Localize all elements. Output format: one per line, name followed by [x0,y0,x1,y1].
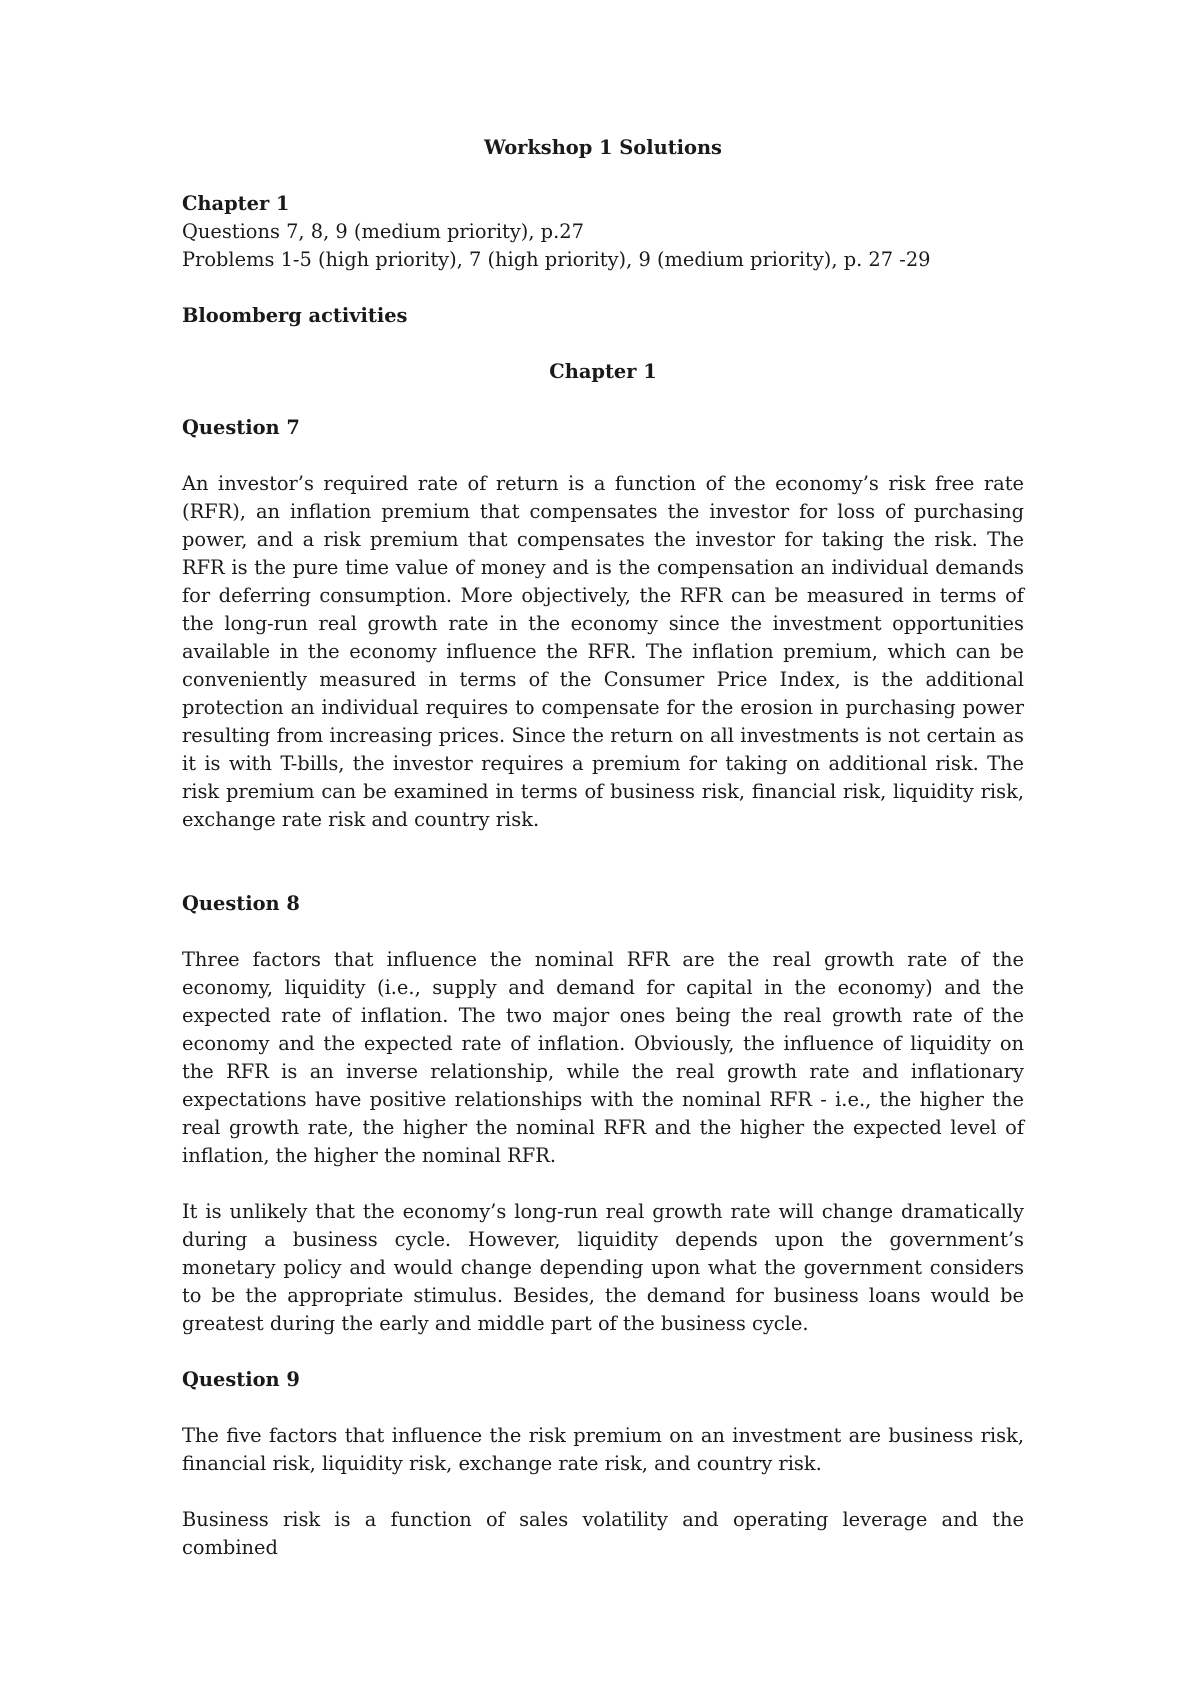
spacer [182,386,1024,414]
question-7-paragraph: An investor’s required rate of return is a function of the economy’s risk free rate (RFR), an inflation premium that compensates the investor for loss of purchasing power, and a risk premium that compensates the investor for taking the risk. The RFR is the pure time value of money and is the compensation an individual demands for deferring consumption. More objectively, the RFR can be measured in terms of the long-run real growth rate in the economy since the investment opportunities available in the economy influence the RFR. The inflation premium, which can be conveniently measured in terms of the Consumer Price Index, is the additional protection an individual requires to compensate for the erosion in purchasing power resulting from increasing prices. Since the return on all investments is not certain as it is with T-bills, the investor requires a premium for taking on additional risk. The risk premium can be examined in terms of business risk, financial risk, liquidity risk, exchange rate risk and country risk. [182,472,1024,831]
spacer [182,1338,1024,1366]
questions-line: Questions 7, 8, 9 (medium priority), p.27 [182,220,584,243]
question-9-paragraph-2: Business risk is a function of sales volatility and operating leverage and the combined [182,1508,1024,1559]
spacer [182,274,1024,302]
intro-chapter-heading: Chapter 1 [182,192,290,215]
question-8-heading: Question 8 [182,892,300,915]
document-page [182,134,1024,1562]
spacer [182,442,1024,470]
question-8-paragraph-1: Three factors that influence the nominal RFR are the real growth rate of the economy, liquidity (i.e., supply and demand for capital in the economy) and the expected rate of inflation. The two major ones being the real growth rate of the economy and the expected rate of inflation. Obviously, the influence of liquidity on the RFR is an inverse relationship, while the real growth rate and inflationary expectations have positive relationships with the nominal RFR - i.e., the higher the real growth rate, the higher the nominal RFR and the higher the expected level of inflation, the higher the nominal RFR. [182,948,1024,1167]
spacer [182,834,1024,890]
question-9-heading: Question 9 [182,1368,300,1391]
question-9-paragraph-1: The five factors that influence the risk premium on an investment are business risk, financial risk, liquidity risk, exchange rate risk, and country risk. [182,1424,1024,1475]
spacer [182,1394,1024,1422]
chapter-center-heading: Chapter 1 [549,360,657,383]
spacer [182,918,1024,946]
question-8-paragraph-2: It is unlikely that the economy’s long-run real growth rate will change dramatically during a business cycle. However, liquidity depends upon the government’s monetary policy and would change depending upon what the government considers to be the appropriate stimulus. Besides, the demand for business loans would be greatest during the early and middle part of the business cycle. [182,1200,1024,1335]
problems-line: Problems 1-5 (high priority), 7 (high priority), 9 (medium priority), p. 27 -29 [182,248,931,271]
document-title: Workshop 1 Solutions [484,136,722,159]
spacer [182,1170,1024,1198]
spacer [182,330,1024,358]
bloomberg-heading: Bloomberg activities [182,304,408,327]
spacer [182,1478,1024,1506]
question-7-heading: Question 7 [182,416,300,439]
